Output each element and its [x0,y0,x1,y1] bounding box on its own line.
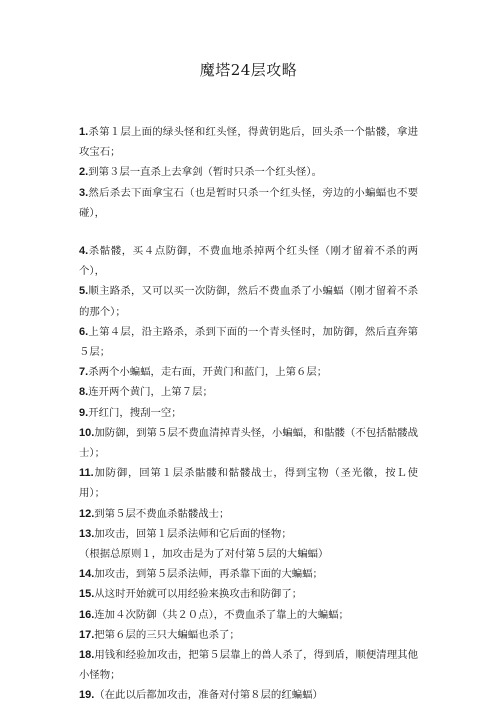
step-14 [79,564,418,584]
step-text: 连加４次防御（共２０点），不费血杀了靠上的大蝙蝠； [94,608,349,621]
step-18 [79,645,418,685]
step-text: 杀第１层上面的绿头怪和红头怪，得黄钥匙后，回头杀一个骷髅，拿进攻宝石； [79,126,418,159]
step-text: （在此以后都加攻击，准备对付第８层的红蝙蝠） [94,689,323,702]
step-text: 上第４层，沿主路杀，杀到下面的一个青头怪时，加防御，然后直奔第５层； [79,325,418,359]
step-number: 10. [79,426,95,439]
step-text: 加攻击，到第５层杀法师，再杀靠下面的大蝙蝠； [94,568,323,581]
step-8 [79,382,418,402]
step-number: 18. [79,649,95,662]
step-13-note [79,544,418,564]
step-number: 15. [79,588,95,601]
document-title: 魔塔24层攻略 [199,61,298,79]
step-6 [79,322,418,362]
step-text: 杀骷髅，买４点防御，不费血地杀掉两个红头怪（刚才留着不杀的两个）， [79,245,418,278]
step-text: 到第５层不费血杀骷髅战士； [94,507,230,520]
step-text: 加防御，到第５层不费血清掉青头怪，小蝙蝠，和骷髅（不包括骷髅战士）； [79,426,418,460]
step-text: 加攻击，回第１层杀法师和它后面的怪物； [94,527,292,540]
step-text: 把第６层的三只大蝙蝠也杀了； [94,628,240,641]
step-text: 开红门，搜刮一空； [88,406,182,419]
step-number: 13. [79,527,95,540]
step-number: 19. [79,689,95,702]
step-15 [79,584,418,604]
step-5 [79,281,418,321]
step-number: 4. [79,245,89,258]
step-text: 杀两个小蝙蝠，走右面，开黄门和蓝门，上第６层； [88,366,328,379]
paragraph-gap [79,223,418,241]
step-number: 12. [79,507,95,520]
step-13 [79,524,418,544]
step-text: 加防御，回第１层杀骷髅和骷髅战士，得到宝物（圣光徽，按Ｌ使用）； [79,467,418,500]
step-text: 连开两个黄门，上第７层； [88,386,213,399]
step-number: 9. [79,406,89,419]
step-number: 5. [79,285,89,298]
step-text: 顺主路杀，又可以买一次防御，然后不费血杀了小蝙蝠（刚才留着不杀的那个）； [79,285,418,318]
step-19 [79,685,418,705]
strategy-step-list [79,122,418,706]
step-number: 1. [79,126,89,138]
step-text: 到第３层一直杀上去拿剑（暂时只杀一个红头怪）。 [88,166,322,179]
step-12 [79,504,418,524]
step-11 [79,463,418,503]
step-number: 6. [79,325,89,338]
step-number: 17. [79,628,95,641]
step-16 [79,605,418,625]
step-10 [79,423,418,463]
step-number: 7. [79,366,89,379]
step-9 [79,403,418,423]
step-number: 14. [79,568,95,581]
step-number: 8. [79,386,89,399]
step-1 [79,122,418,162]
step-number: 3. [79,186,89,199]
step-3 [79,183,418,223]
step-number: 2. [79,166,89,179]
step-4 [79,241,418,281]
step-text: 然后杀去下面拿宝石（也是暂时只杀一个红头怪，旁边的小蝙蝠也不要碰）， [79,186,418,219]
step-17 [79,625,418,645]
step-number: 11. [79,467,94,480]
step-7 [79,362,418,382]
step-text: 从这时开始就可以用经验来换攻击和防御了； [94,588,303,601]
step-text: （根据总原则１，加攻击是为了对付第５层的大蝙蝠） [79,548,329,561]
step-number: 16. [79,608,95,621]
step-2 [79,162,418,182]
step-text: 用钱和经验加攻击，把第５层靠上的兽人杀了，得到盾，顺便清理其他小怪物； [79,649,418,682]
